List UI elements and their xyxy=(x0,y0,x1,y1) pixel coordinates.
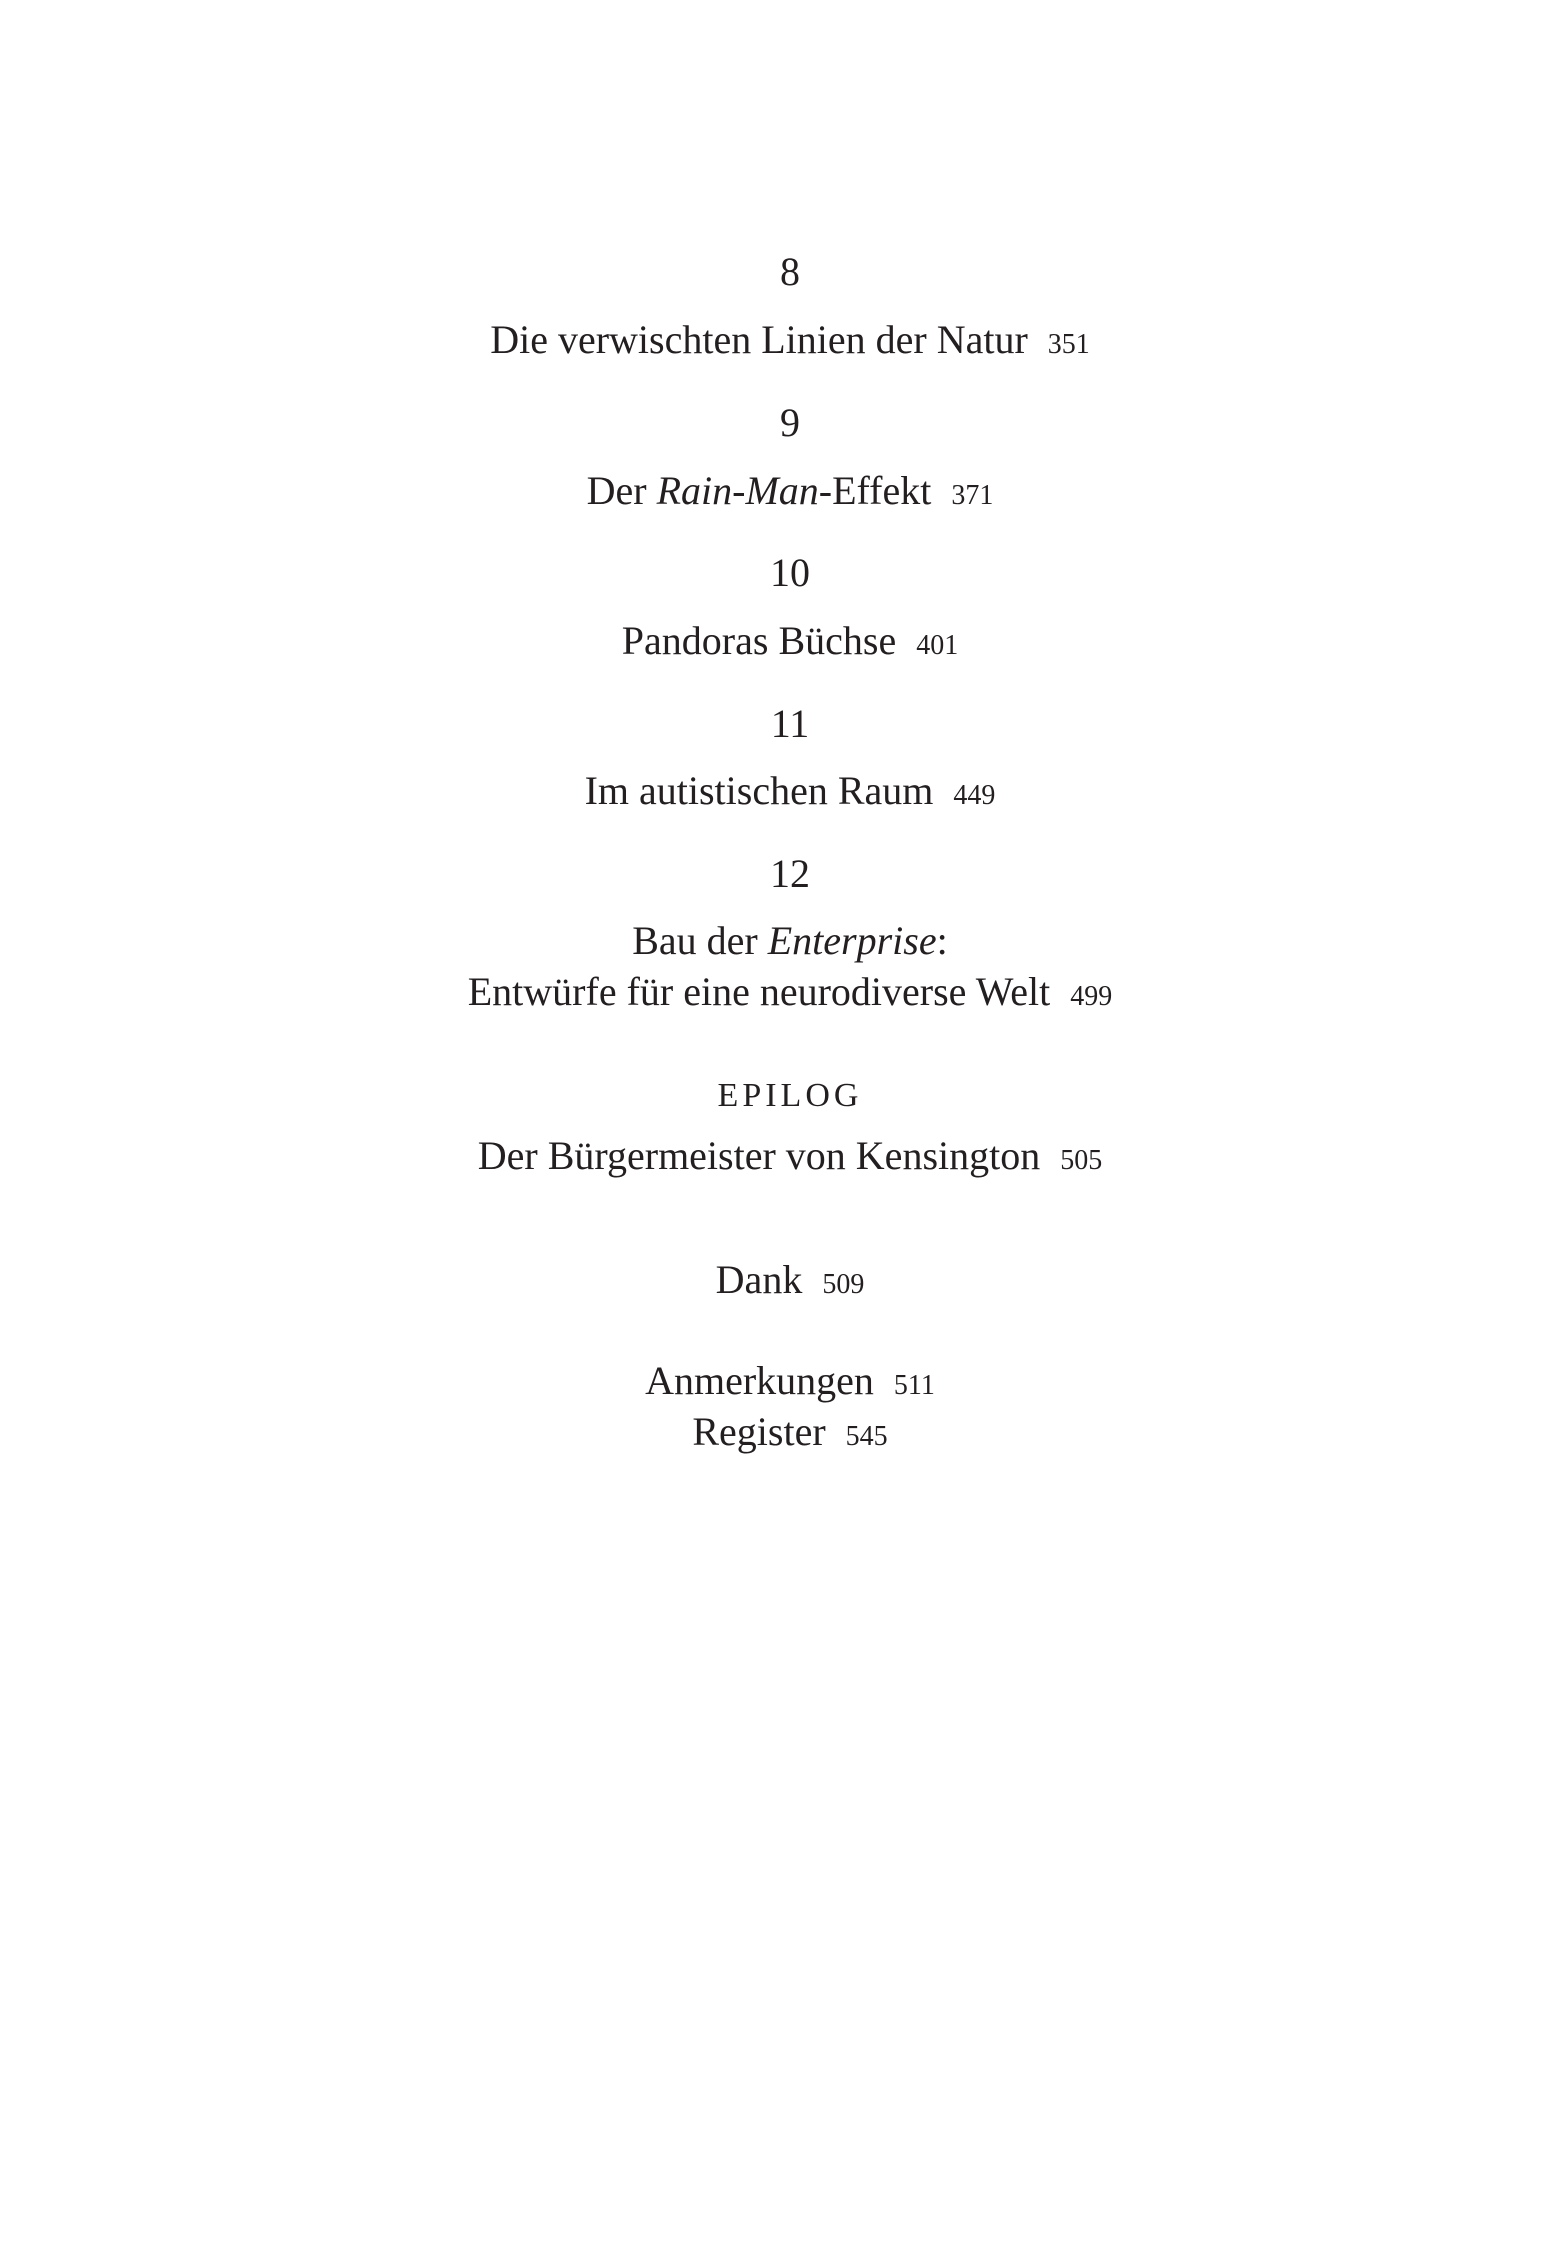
chapter-title-line1 xyxy=(0,918,1544,963)
chapter-title-text: Die verwischten Linien der Natur xyxy=(490,317,1028,362)
register-entry xyxy=(0,1409,1544,1454)
anmerkungen-entry xyxy=(0,1358,1544,1403)
page-number: 545 xyxy=(845,1421,888,1452)
epilog-label: EPILOG xyxy=(717,1077,863,1114)
chapter-title xyxy=(0,768,1544,813)
chapter-number: 8 xyxy=(780,249,800,294)
chapter-title-line2 xyxy=(0,969,1544,1014)
page-number: 505 xyxy=(1060,1145,1103,1176)
chapter-title-text: : xyxy=(936,918,948,963)
entry-title: Register xyxy=(692,1409,826,1454)
chapter-title-text: Entwürfe für eine neurodiverse Welt xyxy=(467,969,1051,1014)
chapter-title-text: -Effekt xyxy=(818,468,932,513)
chapter-title xyxy=(0,468,1544,513)
chapter-title xyxy=(0,618,1544,663)
chapter-title-text: Der Bürgermeister von Kensington xyxy=(477,1133,1041,1178)
page-number: 371 xyxy=(951,480,994,511)
page-number: 511 xyxy=(893,1370,935,1401)
chapter-title-text: Im autistischen Raum xyxy=(584,768,934,813)
page-number: 509 xyxy=(822,1269,865,1300)
chapter-title-text: Pandoras Büchse xyxy=(621,618,897,663)
entry-title: Dank xyxy=(715,1257,803,1302)
chapter-number: 10 xyxy=(770,550,810,595)
chapter-title-text: Der xyxy=(586,468,657,513)
epilog-title xyxy=(0,1133,1544,1178)
page-number: 449 xyxy=(953,780,996,811)
chapter-number: 11 xyxy=(770,701,810,746)
chapter-title-text: Bau der xyxy=(632,918,768,963)
page-number: 351 xyxy=(1047,329,1090,360)
chapter-title-italic: Enterprise xyxy=(767,918,937,963)
chapter-number: 9 xyxy=(780,400,800,445)
chapter-number: 12 xyxy=(770,851,810,896)
dank-entry xyxy=(0,1257,1544,1302)
chapter-title-italic: Rain-Man xyxy=(656,468,819,513)
chapter-title xyxy=(0,317,1544,362)
entry-title: Anmerkungen xyxy=(645,1358,874,1403)
page-number: 499 xyxy=(1070,981,1113,1012)
page-number: 401 xyxy=(916,630,959,661)
